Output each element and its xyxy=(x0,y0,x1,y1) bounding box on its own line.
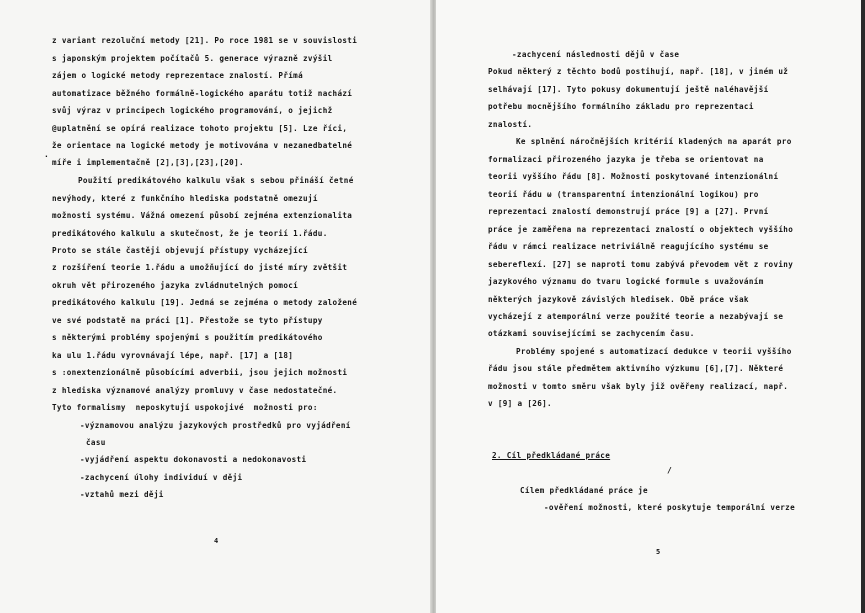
text-line: svůj výraz v principech logického programování, o jejichž xyxy=(52,106,333,115)
text-line: Tyto formalismy neposkytují uspokojivé možnosti pro: xyxy=(52,403,318,412)
text-line: Pokud některý z těchto bodů postihují, např. [18], v jiném už xyxy=(488,67,789,76)
text-line: řádu v rámci realizace netriviálně reagujícího systému se xyxy=(488,242,769,251)
margin-dot: · xyxy=(44,152,49,161)
text-line: Ke splnění náročnějších kritérií kladených na aparát pro xyxy=(516,137,792,146)
page-number-left: 4 xyxy=(214,537,219,545)
text-line: automatizace běžného formálně-logického aparátu totiž nachází xyxy=(52,89,353,98)
text-line: predikátového kalkulu a skutečnost, že je teorií 1.řádu. xyxy=(52,229,328,238)
text-line: práce je zaměřena na reprezentaci znalostí o objektech vyššího xyxy=(488,225,794,234)
text-line: míře i implementačně [2],[3],[23],[20]. xyxy=(52,158,244,167)
text-line: formalizaci přirozeného jazyka je třeba se orientovat na xyxy=(488,155,764,164)
text-line: ve své podstatě na práci [1]. Přestože se tyto přístupy xyxy=(52,316,323,325)
text-line: predikátového kalkulu [19]. Jedná se zejména o metody založené xyxy=(52,298,358,307)
text-line: potřebu mocnějšího formálního základu pro reprezentaci xyxy=(488,102,754,111)
list-item-continuation: času xyxy=(86,438,106,447)
text-line: ka ulu 1.řádu vyrovnávají lépe, např. [17] a [18] xyxy=(52,351,294,360)
page-edge xyxy=(861,0,865,613)
text-line: s japonským projektem počítačů 5. generace výrazně zvýšil xyxy=(52,54,333,63)
text-line: v [9] a [26]. xyxy=(488,399,552,408)
text-line: možnosti v tomto směru však byly již ověřeny realizací, např. xyxy=(488,382,789,391)
text-line: reprezentaci znalostí demonstrují práce [9] a [27]. První xyxy=(488,207,769,216)
text-line: Cílem předkládané práce je xyxy=(520,486,648,495)
text-line: možnosti systému. Vážná omezení působí zejména extenzionalita xyxy=(52,211,353,220)
text-line: z rozšíření teorie 1.řádu a umožňující do jisté míry zvětšit xyxy=(52,263,348,272)
text-line: řádu jsou stále předmětem aktivního výzkumu [6],[7]. Některé xyxy=(488,364,784,373)
list-item: -vyjádření aspektu dokonavosti a nedokonavosti xyxy=(80,455,307,464)
text-line: Problémy spojené s automatizací dedukce v teorii vyššího xyxy=(516,347,792,356)
list-item: -významovou analýzu jazykových prostředků pro vyjádření xyxy=(80,421,351,430)
text-line: okruh vět přirozeného jazyka zvládnutelných pomocí xyxy=(52,281,299,290)
list-item: -zachycení následnosti dějů v čase xyxy=(512,50,680,59)
text-line: jazykového významu do tvaru logické formule s uvažováním xyxy=(488,277,764,286)
text-line: s některými problémy spojenými s použitím predikátového xyxy=(52,333,323,342)
text-line: s :onextenzionálně působícími adverbii, jsou jejich možnosti xyxy=(52,368,348,377)
text-line: nevýhody, které z funkčního hlediska podstatně omezují xyxy=(52,194,318,203)
text-line: sebereflexí. [27] se naproti tomu zabývá převodem vět z roviny xyxy=(488,260,794,269)
text-line: z variant rezoluční metody [21]. Po roce 1981 se v souvislosti xyxy=(52,36,358,45)
text-line: některých jazykově závislých hledisek. Obě práce však xyxy=(488,295,749,304)
section-heading: 2. Cíl předkládané práce xyxy=(492,451,611,460)
text-line: že orientace na logické metody je motivována v nezanedbatelné xyxy=(52,141,353,150)
text-line: teorií řádu ω (transparentní intenzionální logikou) pro xyxy=(488,190,759,199)
text-line: zájem o logické metody reprezentace znalostí. Přímá xyxy=(52,71,304,80)
text-line: @uplatnění se opírá realizace tohoto projektu [5]. Lze říci, xyxy=(52,124,348,133)
list-item: -zachycení úlohy individuí v ději xyxy=(80,473,243,482)
text-line: Proto se stále častěji objevují přístupy vycházející xyxy=(52,246,308,255)
text-line: selhávají [17]. Tyto pokusy dokumentují ještě naléhavější xyxy=(488,85,769,94)
margin-tick: / xyxy=(667,466,672,475)
text-line: Použití predikátového kalkulu však s sebou přináší četné xyxy=(78,176,354,185)
text-line: teorii vyššího řádu [8]. Možnosti poskytované intenzionální xyxy=(488,172,779,181)
text-line: vycházejí z atemporální verze použité teorie a nezabývají se xyxy=(488,312,784,321)
text-line: z hlediska významové analýzy promluvy v čase nedostatečné. xyxy=(52,386,338,395)
text-line: otázkami souvisejícími se zachycením času. xyxy=(488,329,695,338)
list-item: -ověření možnosti, které poskytuje temporální verze xyxy=(544,503,796,512)
page-number-right: 5 xyxy=(656,548,661,556)
list-item: -vztahů mezi ději xyxy=(80,490,164,499)
text-line: znalostí. xyxy=(488,120,533,129)
